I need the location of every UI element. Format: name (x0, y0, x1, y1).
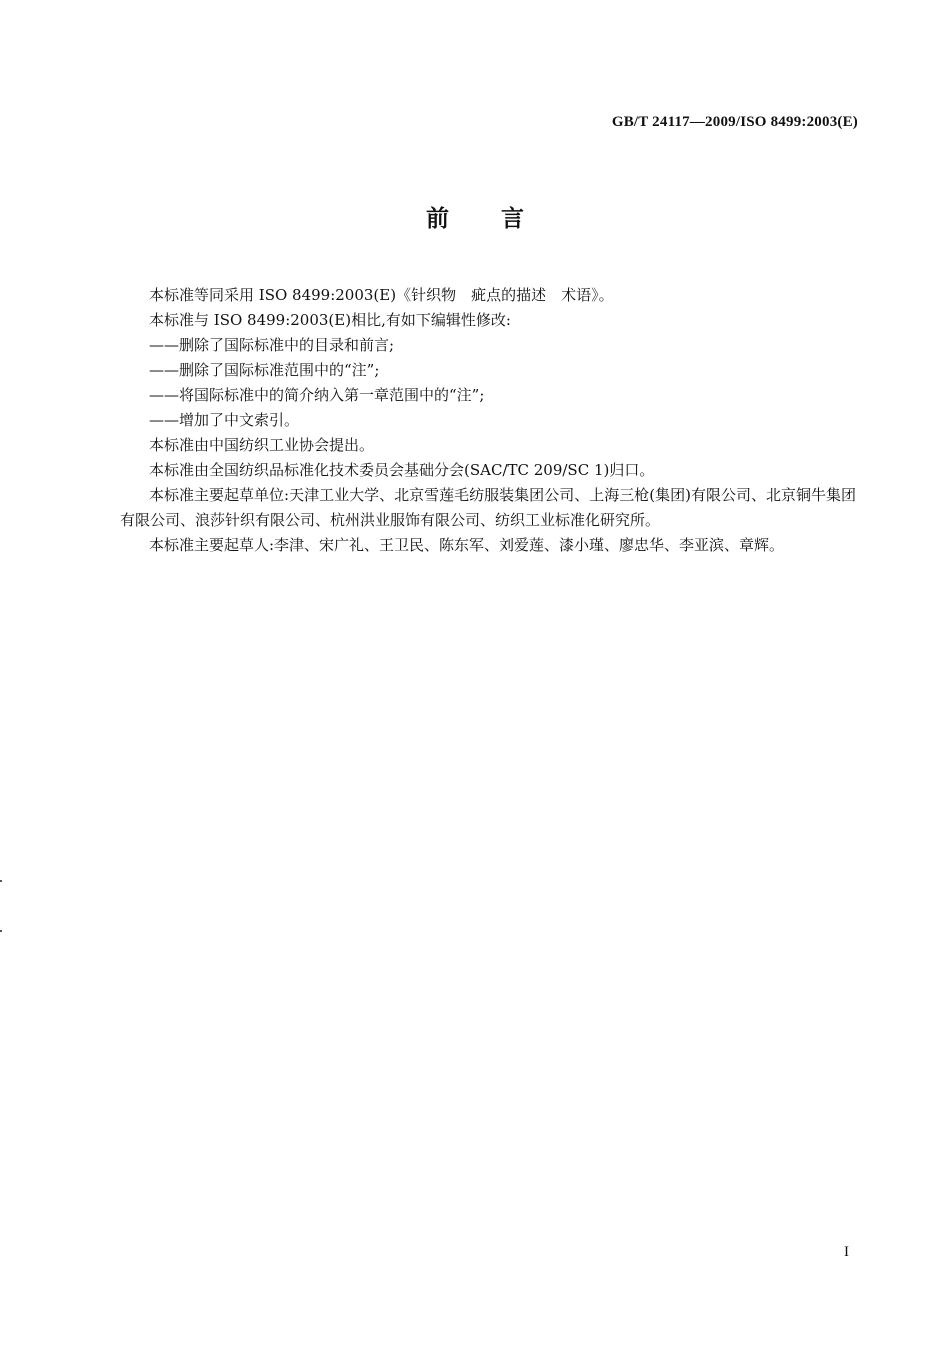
list-item-modification-1: ——删除了国际标准中的目录和前言; (149, 336, 395, 354)
paragraph-drafters: 本标准主要起草人:李津、宋广礼、王卫民、陈东军、刘爱莲、漆小瑾、廖忠华、李亚滨、章辉。 (149, 536, 785, 554)
paragraph-drafting-units: 本标准主要起草单位:天津工业大学、北京雪莲毛纺服装集团公司、上海三枪(集团)有限公司、北京铜牛集团有限公司、浪莎针织有限公司、杭州洪业服饰有限公司、纺织工业标准化研究所。 (120, 486, 856, 529)
paragraph-modifications-intro: 本标准与 ISO 8499:2003(E)相比,有如下编辑性修改: (149, 311, 511, 329)
list-item-modification-2: ——删除了国际标准范围中的“注”; (149, 361, 380, 379)
list-item-modification-4: ——增加了中文索引。 (149, 411, 300, 429)
paragraph-proposer: 本标准由中国纺织工业协会提出。 (149, 436, 375, 454)
paragraph-committee: 本标准由全国纺织品标准化技术委员会基础分会(SAC/TC 209/SC 1)归口。 (149, 461, 655, 479)
list-item-modification-3: ——将国际标准中的简介纳入第一章范围中的“注”; (149, 386, 485, 404)
page-title: 前言 (426, 206, 576, 232)
page-number: I (844, 1244, 849, 1260)
preface-body (120, 283, 856, 558)
paragraph-adoption: 本标准等同采用 ISO 8499:2003(E)《针织物 疵点的描述 术语》。 (149, 286, 614, 304)
scan-artifact-mark (0, 880, 2, 882)
standard-number-header: GB/T 24117—2009/ISO 8499:2003(E) (611, 114, 858, 130)
scan-artifact-mark (0, 930, 2, 932)
